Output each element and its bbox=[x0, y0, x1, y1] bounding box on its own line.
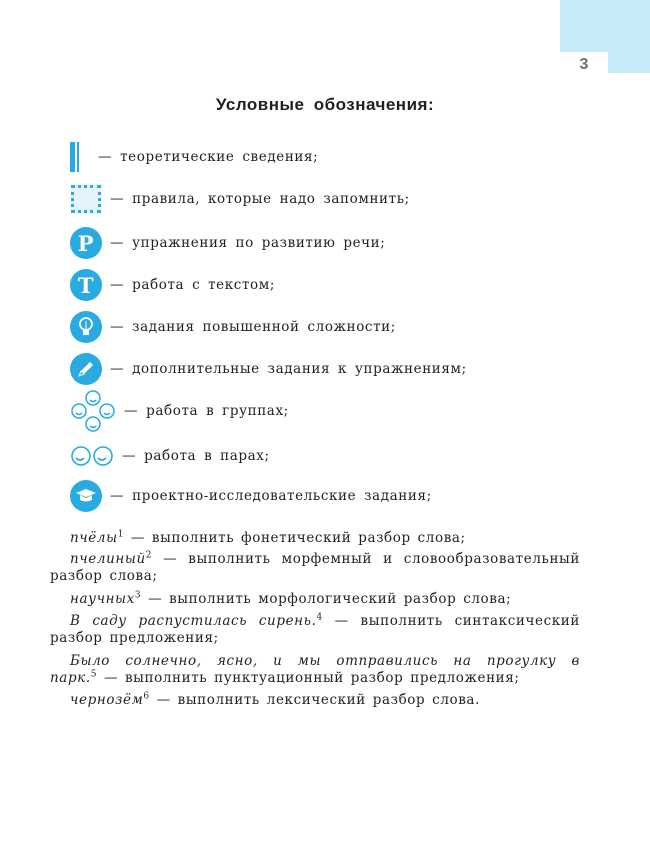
legend-item-speech: Р — упражнения по развитию речи; bbox=[70, 227, 385, 259]
analysis-morphological: научных$^3$ — выполнить морфологический разбор слова; bbox=[70, 590, 512, 607]
graduation-cap-icon bbox=[70, 480, 102, 512]
legend-item-projects: — проектно-исследовательские задания; bbox=[70, 480, 432, 512]
legend-item-extra: — дополнительные задания к упражнениям; bbox=[70, 353, 467, 385]
legend-item-hard: — задания повышенной сложности; bbox=[70, 311, 396, 343]
analysis-morphemic: пчелиный$^2$ — выполнить морфемный и словообразовательный разбор слова; bbox=[50, 550, 580, 584]
analysis-syntactic: В саду распустилась сирень.$^4$ — выполнить синтаксический разбор предложения; bbox=[50, 612, 580, 646]
analysis-punctuation: Было солнечно, ясно, и мы отправились на прогулку в парк.$^5$ — выполнить пунктуационный разбор предложения; bbox=[50, 653, 580, 686]
legend-item-rules: — правила, которые надо запомнить; bbox=[70, 183, 410, 215]
letter-p-circle-icon: Р bbox=[70, 227, 102, 259]
legend-item-theory: — теоретические сведения; bbox=[70, 141, 318, 173]
pair-faces-icon bbox=[70, 440, 114, 472]
lightbulb-icon bbox=[70, 311, 102, 343]
pencil-icon bbox=[70, 353, 102, 385]
legend-item-pairs: — работа в парах; bbox=[70, 440, 270, 472]
analysis-phonetic: пчёлы$^1$ — выполнить фонетический разбор слова; bbox=[70, 529, 466, 546]
letter-t-circle-icon: Т bbox=[70, 269, 102, 301]
legend-item-text: Т — работа с текстом; bbox=[70, 269, 275, 301]
double-bar-icon bbox=[70, 141, 90, 173]
page-title: Условные обозначения: bbox=[215, 95, 435, 114]
analysis-lexical: чернозём$^6$ — выполнить лексический разбор слова. bbox=[70, 691, 480, 708]
legend-item-groups: — работа в группах; bbox=[70, 390, 289, 432]
dotted-box-icon bbox=[70, 183, 102, 215]
group-faces-icon bbox=[70, 390, 116, 432]
page-number: 3 bbox=[579, 56, 589, 73]
